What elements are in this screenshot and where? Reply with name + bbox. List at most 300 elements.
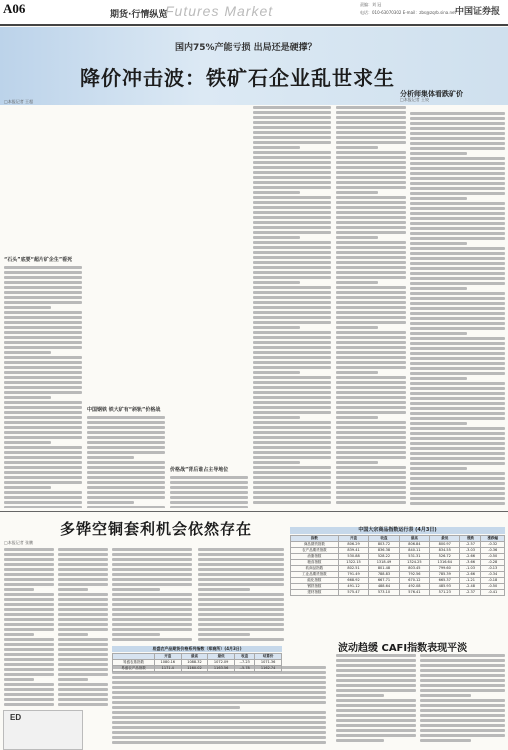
text-line [58, 568, 108, 571]
text-line [170, 496, 248, 499]
text-line [87, 506, 165, 508]
text-line [410, 477, 505, 480]
text-line [336, 186, 406, 189]
table-cell: 易盛农产品指数 [113, 666, 155, 672]
table-cell: 油脂指数 [291, 554, 339, 560]
text-line [336, 679, 416, 682]
table-cell: -0.32 [481, 542, 505, 548]
text-line [58, 653, 108, 656]
text-line [253, 216, 331, 219]
text-line [336, 714, 416, 717]
text-line [4, 366, 82, 369]
table-cell: 1316.64 [430, 560, 460, 566]
text-line [336, 411, 406, 414]
table-cell: 806.29 [338, 542, 368, 548]
table-cell: 1071.36 [255, 660, 282, 666]
text-line [4, 446, 82, 449]
text-line [253, 246, 331, 249]
ad-logo-icon: ED [10, 713, 22, 722]
text-line [336, 486, 406, 489]
text-line [4, 568, 54, 571]
text-line [253, 151, 331, 154]
text-line [4, 441, 51, 444]
table-cell: -1.03 [460, 566, 481, 572]
text-line [58, 608, 108, 611]
table-cell: 1072.09 [208, 660, 235, 666]
text-line [336, 496, 406, 499]
text-line [198, 588, 250, 591]
text-line [410, 267, 505, 270]
text-line [87, 456, 134, 459]
text-line [410, 207, 505, 210]
table-cell: -0.28 [481, 560, 505, 566]
text-line [4, 371, 82, 374]
text-line [253, 241, 331, 244]
text-line [336, 704, 416, 707]
text-line [336, 331, 406, 334]
text-line [4, 668, 54, 671]
text-line [112, 691, 326, 694]
text-line [410, 432, 505, 435]
text-line [410, 417, 505, 420]
text-line [58, 683, 108, 686]
text-line [253, 346, 331, 349]
table-cell: 1322.15 [338, 560, 368, 566]
text-line [58, 623, 108, 626]
text-line [4, 416, 82, 419]
text-line [4, 481, 82, 484]
text-line [410, 347, 505, 350]
text-line [253, 471, 331, 474]
text-line [253, 186, 331, 189]
text-line [410, 192, 505, 195]
text-line [336, 321, 406, 324]
text-line [253, 286, 331, 289]
text-line [4, 281, 82, 284]
text-line [336, 361, 406, 364]
text-line [4, 361, 82, 364]
text-line [253, 476, 331, 479]
text-line [4, 476, 82, 479]
text-line [253, 126, 331, 129]
text-line [87, 416, 165, 419]
text-line [4, 311, 82, 314]
text-line [112, 598, 192, 601]
text-line [336, 694, 384, 697]
text-line [336, 226, 406, 229]
text-line [4, 431, 82, 434]
text-line [253, 256, 331, 259]
text-line [410, 152, 467, 155]
text-line [410, 132, 505, 135]
text-line [336, 739, 384, 742]
text-line [410, 202, 505, 205]
text-line [4, 301, 82, 304]
text-line [87, 451, 165, 454]
column-header: 结算价 [255, 654, 282, 660]
text-line [336, 401, 406, 404]
table-cell: -0.50 [481, 584, 505, 590]
text-line [112, 558, 192, 561]
text-line [253, 331, 331, 334]
text-line [253, 386, 331, 389]
text-line [336, 391, 406, 394]
text-line [336, 476, 406, 479]
text-line [253, 416, 300, 419]
text-line [58, 583, 108, 586]
table-cell: 粮食指数 [291, 560, 339, 566]
text-line [87, 446, 165, 449]
text-line [336, 156, 406, 159]
text-line [4, 623, 54, 626]
text-line [112, 563, 192, 566]
table-cell: 建材指数 [291, 590, 339, 596]
text-line [253, 431, 331, 434]
text-line [336, 161, 406, 164]
sub-head: 价格战”背后谁占主导地位 [170, 467, 229, 473]
text-line [4, 693, 54, 696]
text-line [87, 471, 165, 474]
text-line [112, 573, 192, 576]
page-number: A06 [3, 1, 26, 16]
text-line [253, 276, 331, 279]
text-column-1 [4, 106, 82, 508]
text-line [410, 197, 467, 200]
text-line [410, 297, 505, 300]
text-line [336, 306, 406, 309]
text-line [4, 391, 82, 394]
text-line [4, 471, 82, 474]
text-line [336, 221, 406, 224]
lead-byline: □本报记者 王超 [4, 99, 34, 104]
text-line [112, 553, 192, 556]
text-line [4, 486, 51, 489]
text-line [170, 501, 248, 504]
text-line [410, 257, 505, 260]
table-row [291, 590, 505, 596]
text-line [253, 116, 331, 119]
text-line [420, 709, 505, 712]
text-line [410, 142, 505, 145]
text-line [253, 451, 331, 454]
text-line [336, 261, 406, 264]
text-line [336, 146, 378, 149]
text-line [198, 578, 284, 581]
text-line [112, 706, 240, 709]
text-line [58, 673, 108, 676]
text-line [410, 277, 505, 280]
text-line [410, 172, 505, 175]
table-cell: 799.60 [430, 566, 460, 572]
right-article-byline: □本报记者 王姣 [400, 97, 430, 102]
text-line [253, 396, 331, 399]
table-cell: 530.88 [338, 554, 368, 560]
text-line [253, 316, 331, 319]
table-cell: 571.23 [430, 590, 460, 596]
text-line [112, 593, 192, 596]
text-line [253, 171, 331, 174]
table-cell: 488.64 [369, 584, 399, 590]
text-line [58, 573, 108, 576]
right-article-title: 分析师集体看跌矿价 [400, 90, 463, 98]
table-cell: 800.97 [430, 542, 460, 548]
text-line [410, 232, 505, 235]
price-index-table [112, 653, 282, 672]
text-line [420, 719, 505, 722]
text-line [336, 699, 416, 702]
text-line [253, 391, 331, 394]
text-line [253, 161, 331, 164]
text-line [410, 127, 505, 130]
text-line [253, 221, 331, 224]
text-line [112, 686, 326, 689]
text-line [58, 588, 88, 591]
text-line [253, 236, 300, 239]
text-line [253, 196, 331, 199]
text-line [336, 121, 406, 124]
text-line [253, 106, 331, 109]
text-line [4, 553, 54, 556]
text-line [198, 548, 284, 551]
text-line [253, 141, 331, 144]
text-line [4, 321, 82, 324]
text-line [87, 491, 165, 494]
text-line [253, 311, 331, 314]
text-line [336, 291, 406, 294]
text-column-10 [198, 548, 284, 643]
text-line [58, 638, 108, 641]
text-line [112, 603, 192, 606]
text-line [336, 421, 406, 424]
text-line [336, 466, 406, 469]
text-line [410, 247, 505, 250]
text-line [336, 471, 406, 474]
text-line [4, 271, 82, 274]
text-line [253, 296, 331, 299]
table-cell: 1163.56 [208, 666, 235, 672]
text-line [4, 558, 54, 561]
text-line [410, 402, 505, 405]
text-line [4, 663, 54, 666]
table-cell: -0.50 [481, 554, 505, 560]
text-line [253, 466, 331, 469]
text-line [253, 271, 331, 274]
text-line [253, 351, 331, 354]
text-line [410, 492, 505, 495]
text-line [87, 476, 165, 479]
text-line [4, 698, 54, 701]
text-line [336, 396, 406, 399]
text-line [253, 381, 331, 384]
text-line [253, 336, 331, 339]
text-line [112, 721, 326, 724]
text-line [4, 296, 82, 299]
table-cell: 农产品期货指数 [291, 548, 339, 554]
table-cell: -3.66 [460, 560, 481, 566]
text-line [336, 456, 406, 459]
text-line [420, 679, 505, 682]
text-line [410, 377, 467, 380]
text-line [170, 506, 248, 508]
text-line [112, 696, 326, 699]
text-line [58, 643, 108, 646]
table-cell: -0.18 [481, 578, 505, 584]
text-line [198, 568, 284, 571]
table-cell: 803.72 [369, 542, 399, 548]
text-line [170, 476, 248, 479]
text-line [4, 291, 82, 294]
text-line [253, 366, 331, 369]
text-line [198, 638, 284, 641]
text-line [336, 719, 416, 722]
text-line [410, 427, 505, 430]
text-line [4, 588, 34, 591]
text-line [4, 683, 54, 686]
text-line [420, 689, 505, 692]
text-line [170, 491, 248, 494]
text-line [112, 741, 326, 744]
text-line [253, 406, 331, 409]
table-cell: 665.37 [430, 578, 460, 584]
text-line [410, 322, 505, 325]
text-line [336, 196, 406, 199]
editor-line: 责编：刘 冠 [360, 2, 382, 7]
text-line [410, 117, 505, 120]
text-line [336, 111, 406, 114]
text-line [4, 578, 54, 581]
text-line [198, 623, 284, 626]
text-line [253, 146, 300, 149]
text-line [4, 573, 54, 576]
text-line [253, 301, 331, 304]
text-line [198, 633, 250, 636]
table-cell: 能化指数 [291, 578, 339, 584]
text-line [198, 583, 284, 586]
text-line [336, 481, 406, 484]
text-line [336, 346, 406, 349]
text-line [253, 181, 331, 184]
text-line [336, 436, 406, 439]
text-line [336, 734, 416, 737]
text-line [198, 608, 284, 611]
text-line [410, 137, 505, 140]
text-line [4, 548, 54, 551]
text-line [4, 466, 82, 469]
text-line [336, 266, 406, 269]
text-line [112, 681, 326, 684]
text-line [4, 456, 82, 459]
text-line [410, 422, 467, 425]
text-line [58, 553, 108, 556]
text-line [198, 618, 284, 621]
text-line [410, 302, 505, 305]
text-line [4, 583, 54, 586]
text-line [410, 187, 505, 190]
text-line [336, 251, 406, 254]
text-line [410, 262, 505, 265]
text-line [198, 628, 284, 631]
column-header: 收盘 [369, 536, 399, 542]
text-line [87, 481, 165, 484]
text-line [336, 724, 416, 727]
text-line [410, 457, 505, 460]
text-line [253, 211, 331, 214]
text-line [336, 371, 378, 374]
text-line [253, 436, 331, 439]
table-cell: 802.51 [338, 566, 368, 572]
text-line [253, 231, 331, 234]
text-line [336, 689, 416, 692]
text-line [198, 553, 284, 556]
text-line [4, 598, 54, 601]
text-line [4, 411, 82, 414]
text-line [410, 362, 505, 365]
text-line [410, 307, 505, 310]
table-cell: 836.38 [369, 548, 399, 554]
text-line [336, 301, 406, 304]
text-line [58, 558, 108, 561]
table-cell: 1171.4 [154, 666, 181, 672]
text-line [336, 231, 406, 234]
text-line [87, 436, 165, 439]
section-watermark: Futures Market [165, 3, 274, 19]
text-line [410, 397, 505, 400]
text-line [336, 191, 378, 194]
text-line [253, 341, 331, 344]
text-line [87, 496, 165, 499]
column-header: 涨跌 [460, 536, 481, 542]
text-line [4, 436, 82, 439]
text-line [410, 222, 505, 225]
text-line [410, 447, 505, 450]
table-cell: 1088.32 [181, 660, 208, 666]
text-line [336, 356, 406, 359]
text-line [4, 286, 82, 289]
text-line [336, 674, 416, 677]
text-line [112, 676, 326, 679]
text-line [253, 446, 331, 449]
text-line [112, 578, 192, 581]
text-line [253, 281, 300, 284]
column-header: 最低 [430, 536, 460, 542]
text-line [336, 451, 406, 454]
table-cell: 528.22 [369, 554, 399, 560]
text-line [336, 416, 378, 419]
text-line [410, 332, 467, 335]
text-line [87, 466, 165, 469]
text-line [253, 356, 331, 359]
text-line [410, 382, 505, 385]
text-line [336, 664, 416, 667]
text-line [112, 731, 326, 734]
text-line [198, 558, 284, 561]
text-line [253, 421, 331, 424]
table-cell: 840.11 [399, 548, 429, 554]
text-line [420, 684, 505, 687]
table-cell: 576.41 [399, 590, 429, 596]
text-line [420, 694, 471, 697]
text-line [410, 392, 505, 395]
text-line [4, 678, 34, 681]
text-line [4, 643, 54, 646]
text-line [336, 151, 406, 154]
text-line [336, 461, 378, 464]
text-line [4, 421, 82, 424]
text-line [336, 236, 378, 239]
text-line [410, 212, 505, 215]
text-line [58, 698, 108, 701]
table-cell: 806.84 [399, 542, 429, 548]
